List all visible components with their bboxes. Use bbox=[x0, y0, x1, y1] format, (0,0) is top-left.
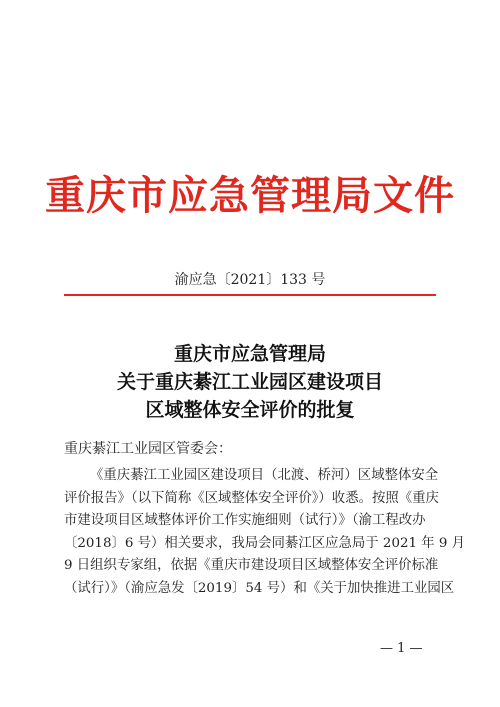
body-paragraph bbox=[64, 465, 466, 600]
body-line: 市建设项目区域整体评价工作实施细则（试行）》（渝工程改办 bbox=[64, 513, 426, 528]
body-line: （试行）》（渝应急发〔2019〕54 号）和《关于加快推进工业园区 bbox=[64, 580, 455, 596]
addressee: 重庆綦江工业园区管委会： bbox=[64, 441, 232, 457]
subject-title bbox=[0, 340, 500, 424]
agency-header-title: 重庆市应急管理局文件 bbox=[45, 172, 455, 219]
body-line: 《重庆綦江工业园区建设项目（北渡、桥河）区域整体安全 bbox=[90, 468, 439, 483]
body-line: 评价报告》（以下简称《区域整体安全评价》）收悉。按照《重庆 bbox=[64, 490, 439, 506]
page-number: — 1 — bbox=[380, 641, 423, 656]
body-line: 9 日组织专家组，依据《重庆市建设项目区域整体安全评价标准 bbox=[64, 558, 439, 573]
red-divider-line bbox=[64, 294, 436, 296]
subject-line-1: 重庆市应急管理局 bbox=[173, 343, 326, 365]
document-number: 渝应急〔2021〕133 号 bbox=[174, 272, 326, 288]
subject-line-2: 关于重庆綦江工业园区建设项目 bbox=[116, 371, 383, 393]
body-line: 〔2018〕6 号）相关要求，我局会同綦江区应急局于 2021 年 9 月 bbox=[64, 535, 466, 551]
subject-line-3: 区域整体安全评价的批复 bbox=[145, 399, 355, 421]
